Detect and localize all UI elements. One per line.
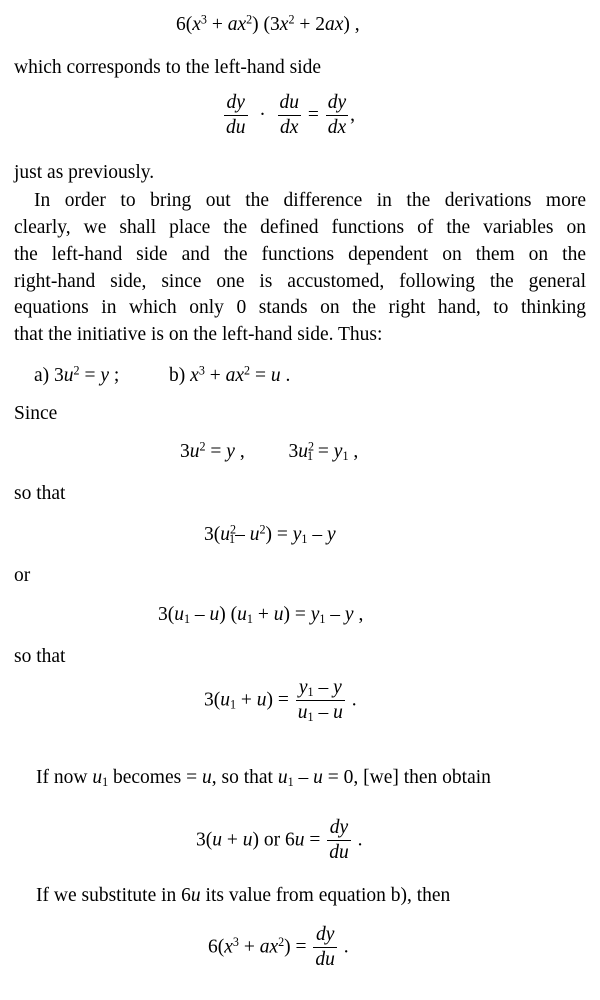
text-we-then-obtain: [we] then obtain bbox=[363, 767, 491, 788]
equation-final: $6(x^3 + ax^2)$ = $\frac{dy}{du}$ . bbox=[208, 924, 349, 971]
equation-top: $6(x^3 + ax^2) (3x^2 + 2ax)$ , bbox=[176, 12, 360, 35]
fraction-du-dx bbox=[278, 93, 302, 139]
paragraph-line-6: that the initiative is on the left-hand side. Thus: bbox=[14, 324, 383, 345]
equation-factored: $3(u_1 - u) (u_1 + u) = y_1 - y$ , bbox=[158, 604, 364, 627]
text-just-as-previously: just as previously. bbox=[14, 162, 155, 183]
text-if-we-substitute: If we substitute in 6u its value from equation b), then bbox=[36, 885, 451, 906]
label-b: b) bbox=[169, 365, 186, 386]
text-if-now-label: If now bbox=[36, 767, 88, 788]
fraction-numerator: dy bbox=[327, 92, 347, 113]
label-a: a) bbox=[34, 365, 50, 386]
paragraph-line-5: equations in which only 0 stands on the right hand, to thinking bbox=[14, 297, 586, 318]
equation-since: $3u^2 = y$ , $3u^2_1 = y_1$ , bbox=[180, 439, 359, 464]
fraction-dy-du-2 bbox=[327, 818, 351, 864]
text-or-inline: or bbox=[263, 829, 281, 851]
text-so-that-inline: , so that bbox=[211, 767, 273, 788]
fraction-numerator: du bbox=[279, 92, 299, 113]
equation-difference: $3(u^2_1-$ $u^2) = y_1 - y$ bbox=[204, 522, 336, 547]
text-becomes: becomes bbox=[113, 767, 182, 788]
fraction-denominator: $u_1$ – u bbox=[297, 702, 343, 725]
fraction-dy-du-3 bbox=[313, 925, 337, 971]
equation-quotient: $3(u_1 + u)$ = $\frac{y_1 - y}{u_1 - u}$ . bbox=[204, 677, 357, 725]
fraction-numerator: dy bbox=[315, 924, 335, 945]
equation-6u: 3(u + u) or 6u = $\frac{dy}{du}$ . bbox=[196, 817, 363, 864]
paragraph-line-4: right-hand side, since one is accustomed, following the general bbox=[14, 271, 586, 292]
fraction-difference-quotient bbox=[296, 678, 345, 724]
text-which-corresponds: which corresponds to the left-hand side bbox=[14, 57, 322, 78]
paragraph-line-3: the left-hand side and the functions dependent on them on the bbox=[14, 244, 586, 265]
text-so-that-2: so that bbox=[14, 646, 66, 667]
fraction-dy-du bbox=[224, 93, 248, 139]
equation-chain-rule: $\frac{dy}{du}$ · $\frac{du}{dx}$ = $\frac{dy}{dx}$ , bbox=[226, 92, 356, 139]
text-or: or bbox=[14, 565, 31, 586]
paragraph-line-1: In order to bring out the difference in the derivations more bbox=[34, 190, 586, 211]
text-since: Since bbox=[14, 403, 58, 424]
fraction-denominator: dx bbox=[278, 115, 302, 138]
text-if-now: If now $u_1$ becomes = u, so that $u_1 - u = 0$, [we] then obtain bbox=[36, 767, 491, 790]
equation-a-b: a) $3u^2 = y$ ; b) $x^3 + ax^2 = u$ . bbox=[34, 363, 291, 386]
text-so-that-1: so that bbox=[14, 483, 66, 504]
text-its-value: its value from equation b), then bbox=[205, 885, 451, 906]
text-if-we-sub-label: If we substitute in bbox=[36, 885, 177, 906]
fraction-denominator: du bbox=[315, 949, 335, 971]
fraction-denominator: du bbox=[329, 842, 349, 864]
fraction-numerator: dy bbox=[329, 817, 349, 838]
fraction-numerator: $y_1$ – y bbox=[298, 677, 342, 700]
fraction-dy-dx bbox=[326, 93, 348, 139]
fraction-numerator: dy bbox=[226, 92, 245, 113]
paragraph-line-2: clearly, we shall place the defined functions of the variables on bbox=[14, 217, 586, 238]
fraction-denominator: du bbox=[226, 117, 246, 139]
fraction-denominator: dx bbox=[327, 117, 347, 139]
